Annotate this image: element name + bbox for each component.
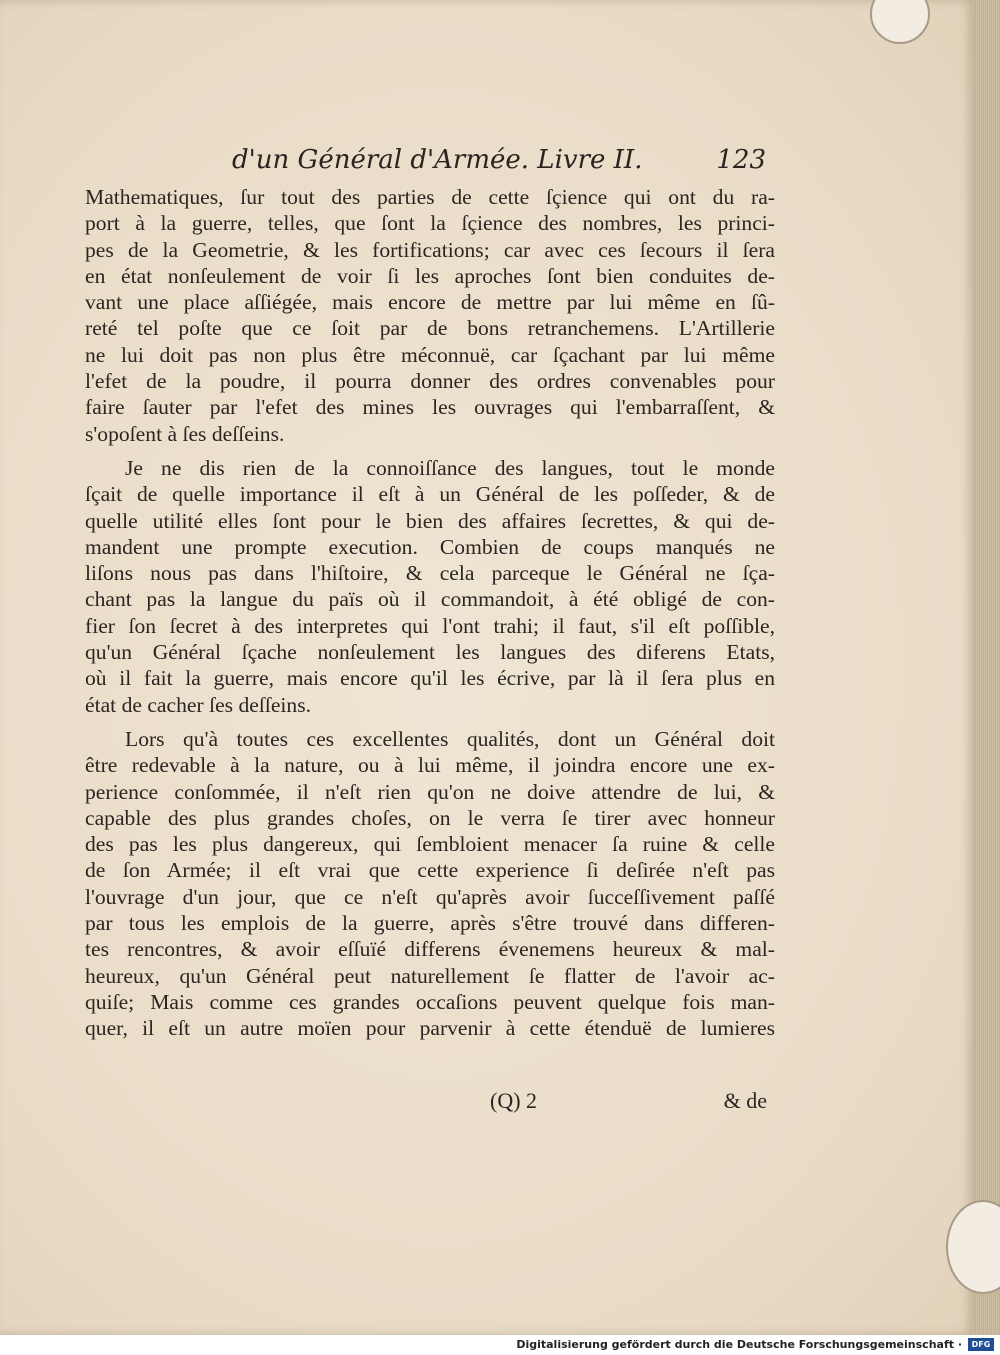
text-line: s'opoſent à ſes deſſeins. — [85, 421, 285, 446]
text-line: chant pas la langue du païs où il commandoit, à été obligé de con- — [85, 587, 775, 612]
text-line: fier ſon ſecret à des interpretes qui l'ont trahi; il faut, s'il eſt poſſible, — [85, 613, 775, 638]
page-footer — [85, 1088, 775, 1118]
text-line: capable des plus grandes choſes, on le verra ſe tirer avec honneur — [85, 805, 775, 830]
credit-bar — [0, 1335, 1000, 1355]
text-line: pes de la Geometrie, & les fortifications; car avec ces ſecours il ſera — [85, 237, 775, 262]
page-header — [232, 145, 772, 185]
paragraph-2 — [85, 455, 775, 718]
text-line: par tous les emplois de la guerre, après s'être trouvé dans differen- — [85, 911, 775, 936]
text-line: quelle utilité elles ſont pour le bien des affaires ſecrettes, & qui de- — [85, 508, 775, 533]
text-line: perience conſommée, il n'eſt rien qu'on ne doive attendre de lui, & — [85, 779, 775, 804]
signature-mark: (Q) 2 — [490, 1088, 538, 1113]
text-line: ne lui doit pas non plus être méconnuë, car ſçachant par lui même — [85, 342, 775, 367]
text-line: mandent une prompte execution. Combien de coups manqués ne — [85, 534, 775, 559]
text-line: quer, il eſt un autre moïen pour parvenir à cette étenduë de lumieres — [85, 1016, 775, 1041]
text-line: liſons nous pas dans l'hiſtoire, & cela parceque le Général ne ſça- — [85, 561, 775, 586]
page-number: 123 — [716, 145, 766, 175]
text-line: Mathematiques, ſur tout des parties de cette ſçience qui ont du ra- — [85, 185, 775, 209]
text-line: ſçait de quelle importance il eſt à un Général de les poſſeder, & de — [85, 482, 775, 507]
text-line: où il fait la guerre, mais encore qu'il les écrive, par là il ſera plus en — [85, 666, 775, 691]
text-line: tes rencontres, & avoir eſſuïé differens évenemens heureux & mal- — [85, 937, 775, 962]
running-title: d'un Général d'Armée. Livre II. — [232, 145, 643, 175]
text-line: quiſe; Mais comme ces grandes occaſions peuvent quelque fois man- — [85, 989, 775, 1014]
text-line: en état nonſeulement de voir ſi les aproches ſont bien conduites de- — [85, 263, 775, 288]
text-line: qu'un Général ſçache nonſeulement les langues des diferens Etats, — [85, 640, 775, 665]
dfg-logo: DFG — [968, 1338, 994, 1351]
text-line: l'ouvrage d'un jour, que ce n'eſt qu'après avoir ſucceſſivement paſſé — [85, 884, 775, 909]
text-line: reté tel poſte que ce ſoit par de bons retranchemens. L'Artillerie — [85, 316, 775, 341]
paragraph-1 — [85, 184, 775, 447]
text-line: Je ne dis rien de la connoiſſance des langues, tout le monde — [125, 455, 775, 480]
text-line: être redevable à la nature, ou à lui même, il joindra encore une ex- — [85, 753, 775, 778]
text-line: l'efet de la poudre, il pourra donner des ordres convenables pour — [85, 369, 775, 394]
paragraph-3 — [85, 726, 775, 1042]
catchword: & de — [723, 1088, 767, 1113]
body-text — [85, 184, 775, 1042]
text-line: de ſon Armée; il eſt vrai que cette experience ſi deſirée n'eſt pas — [85, 858, 775, 883]
text-line: des pas les plus dangereux, qui ſembloient menacer ſa ruine & celle — [85, 832, 775, 857]
page-edges — [972, 0, 1000, 1335]
text-line: Lors qu'à toutes ces excellentes qualités, dont un Général doit — [125, 726, 775, 751]
text-line: vant une place aſſiégée, mais encore de mettre par lui même en ſû- — [85, 290, 775, 315]
text-line: faire ſauter par l'efet des mines les ouvrages qui l'embarraſſent, & — [85, 395, 775, 420]
text-line: port à la guerre, telles, que ſont la ſçience des nombres, les princi- — [85, 211, 775, 236]
text-line: état de cacher ſes deſſeins. — [85, 692, 312, 717]
text-line: heureux, qu'un Général peut naturellement ſe flatter de l'avoir ac- — [85, 963, 775, 988]
credit-text: Digitalisierung gefördert durch die Deutsche Forschungsgemeinschaft · — [516, 1338, 962, 1351]
